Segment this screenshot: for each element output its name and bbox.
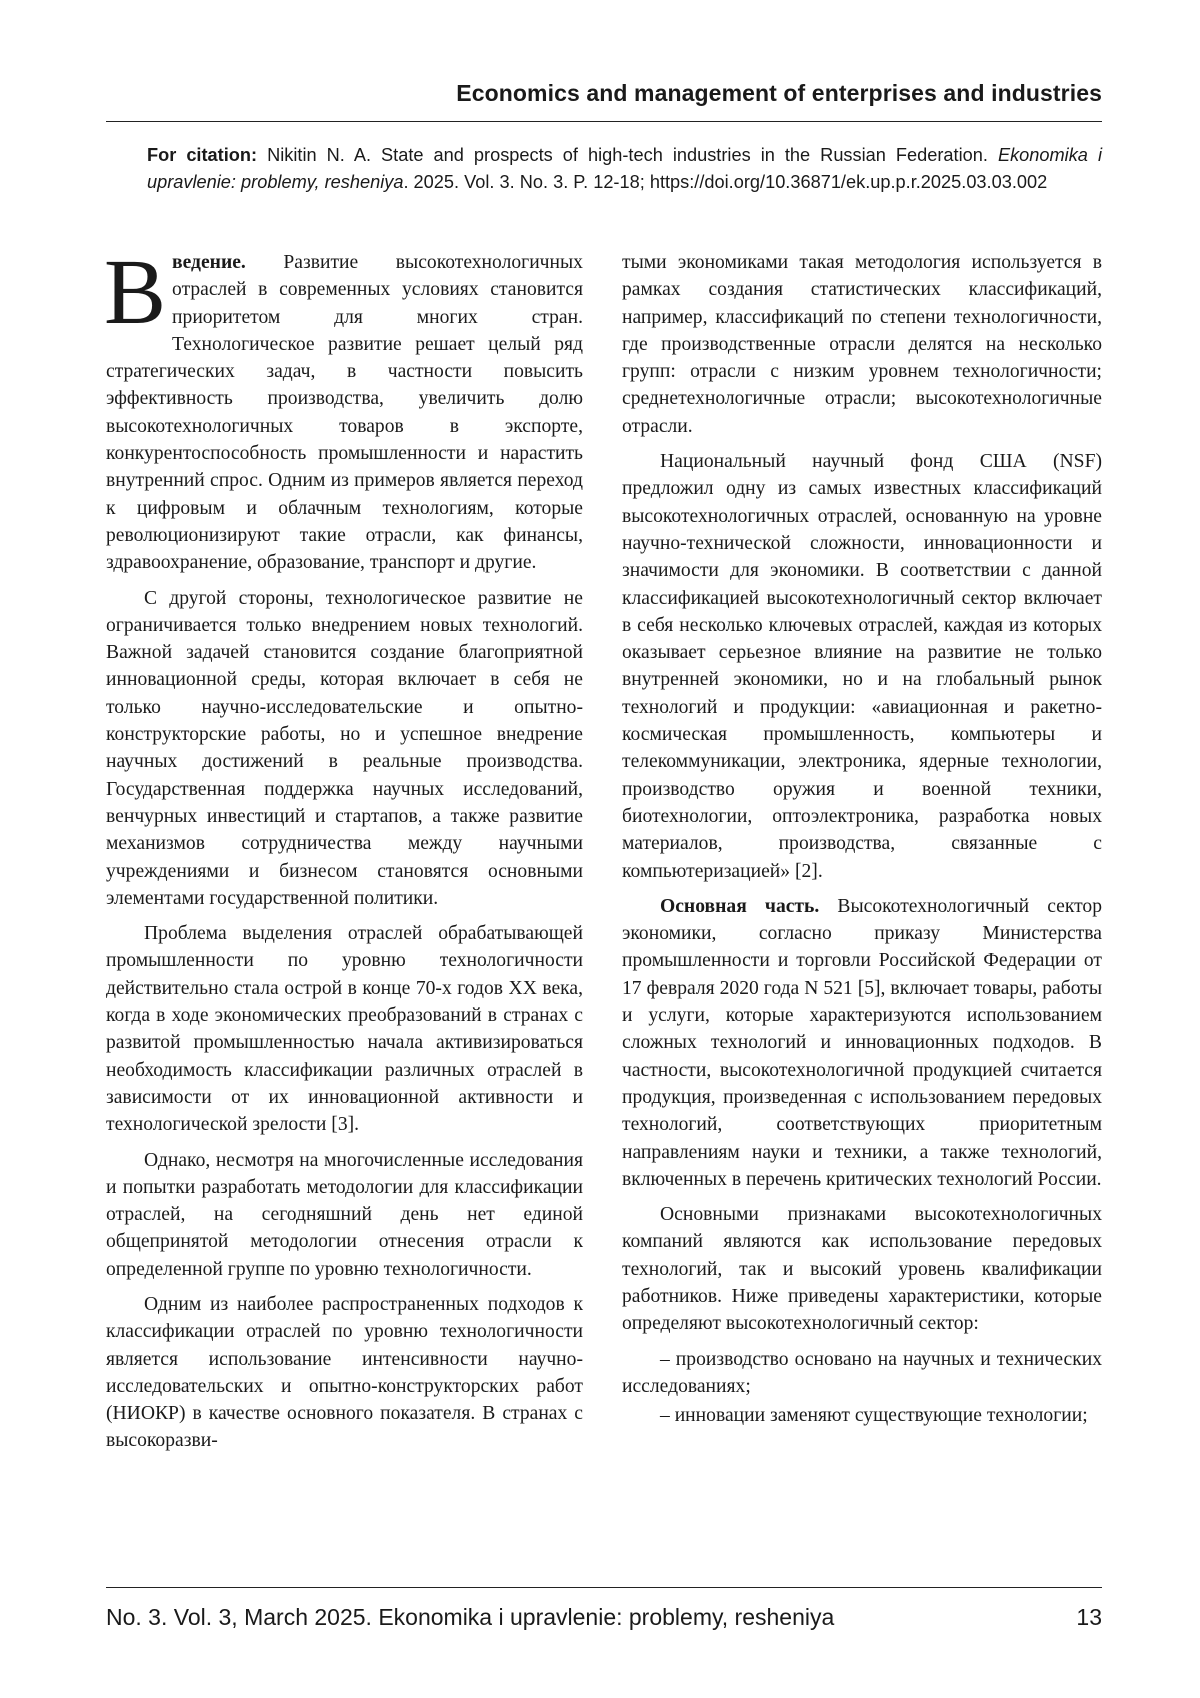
paragraph-1: Развитие высокотехнологичных отраслей в современных условиях становится приоритетом для многих стран. Технологическое развитие решает целый ряд стратегических задач, в частности повысить эффективность производства, увеличить долю высокотехнологичных товаров в экспорте, конкурентоспособность промышленности и нарастить внутренний спрос. Одним из примеров является переход к цифровым и облачным технологиям, которые революционизируют такие отрасли, как финансы, здравоохранение, образование, транспорт и другие. <box>106 252 583 573</box>
main-part-paragraph <box>622 893 1102 1193</box>
left-column <box>106 249 583 1561</box>
footer-rule <box>106 1587 1102 1588</box>
paragraph-5-continued: тыми экономиками такая методология используется в рамках создания статистических классификаций, например, классификаций по степени технологичности, где производственные отрасли делятся на несколько групп: отрасли с низким уровнем технологичности; среднетехнологичные отрасли; высокотехнологичные отрасли. <box>622 249 1102 440</box>
section-title: Economics and management of enterprises and industries <box>106 80 1102 107</box>
list-item-2: – инновации заменяют существующие технологии; <box>622 1402 1102 1429</box>
footer-issue: No. 3. Vol. 3, March 2025. Ekonomika i upravlenie: problemy, resheniya <box>106 1604 834 1630</box>
paragraph-4: Однако, несмотря на многочисленные исследования и попытки разработать методологии для классификации отраслей, на сегодняшний день нет единой общепринятой методологии отнесения отрасли к определенной группе по уровню технологичности. <box>106 1147 583 1283</box>
main-part-heading: Основная часть. <box>660 896 819 917</box>
drop-cap: В <box>104 257 166 331</box>
citation-authors-title: Nikitin N. A. State and prospects of high-tech industries in the Russian Federation. <box>267 145 988 165</box>
intro-paragraph <box>106 249 583 577</box>
paragraph-2: С другой стороны, технологическое развитие не ограничивается только внедрением новых технологий. Важной задачей становится создание благоприятной инновационной среды, которая включает в себя не только научно-исследовательские и опытно-конструкторские работы, но и успешное внедрение научных достижений в реальные производства. Государственная поддержка научных исследований, венчурных инвестиций и стартапов, а также развитие механизмов сотрудничества между научными учреждениями и бизнесом становятся основными элементами государственной политики. <box>106 585 583 913</box>
paragraph-8: Основными признаками высокотехнологичных компаний являются как использование передовых технологий, так и высокий уровень квалификации работников. Ниже приведены характеристики, которые определяют высокотехнологичный сектор: <box>622 1201 1102 1337</box>
citation-label: For citation: <box>147 145 257 165</box>
paragraph-6: Национальный научный фонд США (NSF) предложил одну из самых известных классификаций высокотехнологичных отраслей, основанную на уровне научно-технической сложности, инновационности и значимости для экономики. В соответствии с данной классификацией высокотехнологичный сектор включает в себя несколько ключевых отраслей, каждая из которых оказывает серьезное влияние на развитие не только внутренней экономики, но и на глобальный рынок технологий и продукции: «авиационная и ракетно-космическая промышленность, компьютеры и телекоммуникации, электроника, ядерные технологии, производство оружия и военной техники, биотехнологии, оптоэлектроника, разработка новых материалов, производства, связанные с компьютеризацией» [2]. <box>622 448 1102 885</box>
right-column <box>622 249 1102 1561</box>
page-number: 13 <box>1076 1604 1102 1631</box>
intro-heading: ведение. <box>172 252 246 273</box>
citation-block <box>147 142 1102 196</box>
header-rule <box>106 121 1102 122</box>
list-item-1: – производство основано на научных и технических исследованиях; <box>622 1346 1102 1401</box>
citation-journal: Ekonomika i upravlenie: problemy, resheniya <box>147 145 1102 192</box>
paragraph-7: Высокотехнологичный сектор экономики, согласно приказу Министерства промышленности и торговли Российской Федерации от 17 февраля 2020 года N 521 [5], включает товары, работы и услуги, которые характеризуются использованием сложных технологий и инновационных подходов. В частности, высокотехнологичной продукцией считается продукция, произведенная с использованием передовых технологий, соответствующих приоритетным направлениям науки и техники, а также технологий, включенных в перечень критических технологий России. <box>622 896 1102 1190</box>
citation-details: . 2025. Vol. 3. No. 3. P. 12-18; https://doi.org/10.36871/ek.up.p.r.2025.03.03.002 <box>403 172 1047 192</box>
footer <box>106 1604 1102 1631</box>
paragraph-3: Проблема выделения отраслей обрабатывающей промышленности по уровню технологичности действительно стала острой в конце 70-х годов XX века, когда в ходе экономических преобразований в странах с развитой промышленностью начала активизироваться необходимость классификации различных отраслей в зависимости от их инновационной активности и технологической зрелости [3]. <box>106 920 583 1138</box>
paragraph-5: Одним из наиболее распространенных подходов к классификации отраслей по уровню технологичности является использование интенсивности научно-исследовательских и опытно-конструкторских работ (НИОКР) в качестве основного показателя. В странах с высокоразви- <box>106 1291 583 1455</box>
